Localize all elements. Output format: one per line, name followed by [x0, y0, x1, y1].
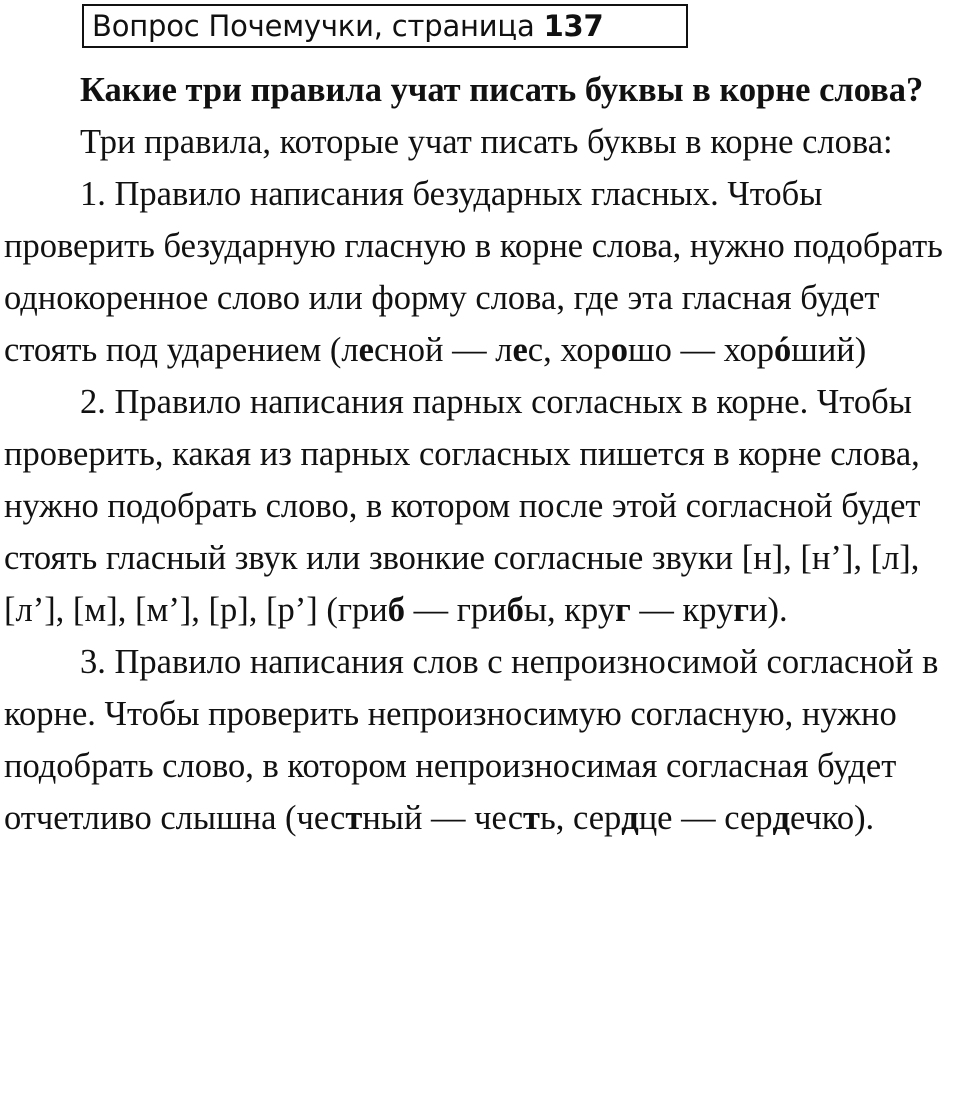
highlighted-letter: д	[621, 799, 639, 837]
rule-paragraph-2	[4, 376, 956, 636]
highlighted-letter: т	[523, 799, 540, 837]
highlighted-letter: б	[387, 591, 405, 629]
rule-text-segment: шо — хор	[628, 331, 775, 369]
rule-text-segment: ь, сер	[539, 799, 622, 837]
rule-text-segment: 3. Правило написания слов с непроизносимой согласной в корне. Чтобы проверить непроизносимую согласную, нужно подобрать слово, в котором непроизносимая согласная будет отчетливо слышна (чес	[4, 643, 939, 837]
highlighted-letter: е	[512, 331, 528, 369]
rule-text-segment: ший)	[791, 331, 867, 369]
rule-text-segment: 2. Правило написания парных согласных в корне. Чтобы проверить, какая из парных согласных пишется в корне слова, нужно подобрать слово, в котором после этой согласной будет стоять гласный звук или звонкие согласные звуки [н], [н’], [л], [л’], [м], [м’], [р], [р’] (гри	[4, 383, 921, 629]
highlighted-letter: е	[358, 331, 374, 369]
highlighted-letter: т	[345, 799, 363, 837]
page-reference-box	[82, 4, 688, 48]
highlighted-letter: г	[615, 591, 631, 629]
rule-text-segment: ечко).	[790, 799, 875, 837]
page-reference-label: Вопрос Почемучки, страница	[92, 9, 544, 43]
answer-text	[4, 64, 956, 844]
intro-paragraph: Три правила, которые учат писать буквы в корне слова:	[80, 123, 893, 161]
highlighted-letter: д	[772, 799, 790, 837]
highlighted-letter: ó	[774, 331, 792, 369]
rule-text-segment: и).	[749, 591, 788, 629]
rule-text-segment: — кру	[630, 591, 734, 629]
rule-text-segment: сной — л	[373, 331, 513, 369]
rule-text-segment: ы, кру	[523, 591, 616, 629]
highlighted-letter: г	[733, 591, 749, 629]
rule-text-segment: с, хор	[527, 331, 611, 369]
highlighted-letter: б	[506, 591, 524, 629]
rule-text-segment: — гри	[404, 591, 507, 629]
rule-text-segment: 1. Правило написания безударных гласных. Чтобы проверить безударную гласную в корне слова, нужно подобрать однокоренное слово или форму слова, где эта гласная будет стоять под ударением (л	[4, 175, 943, 369]
rule-text-segment: це — сер	[638, 799, 773, 837]
rule-text-segment: ный — чес	[362, 799, 524, 837]
highlighted-letter: о	[610, 331, 629, 369]
rule-paragraph-3	[4, 636, 956, 844]
question-heading: Какие три правила учат писать буквы в корне слова?	[80, 71, 924, 109]
rule-paragraph-1	[4, 168, 956, 376]
page-number: 137	[543, 9, 604, 43]
